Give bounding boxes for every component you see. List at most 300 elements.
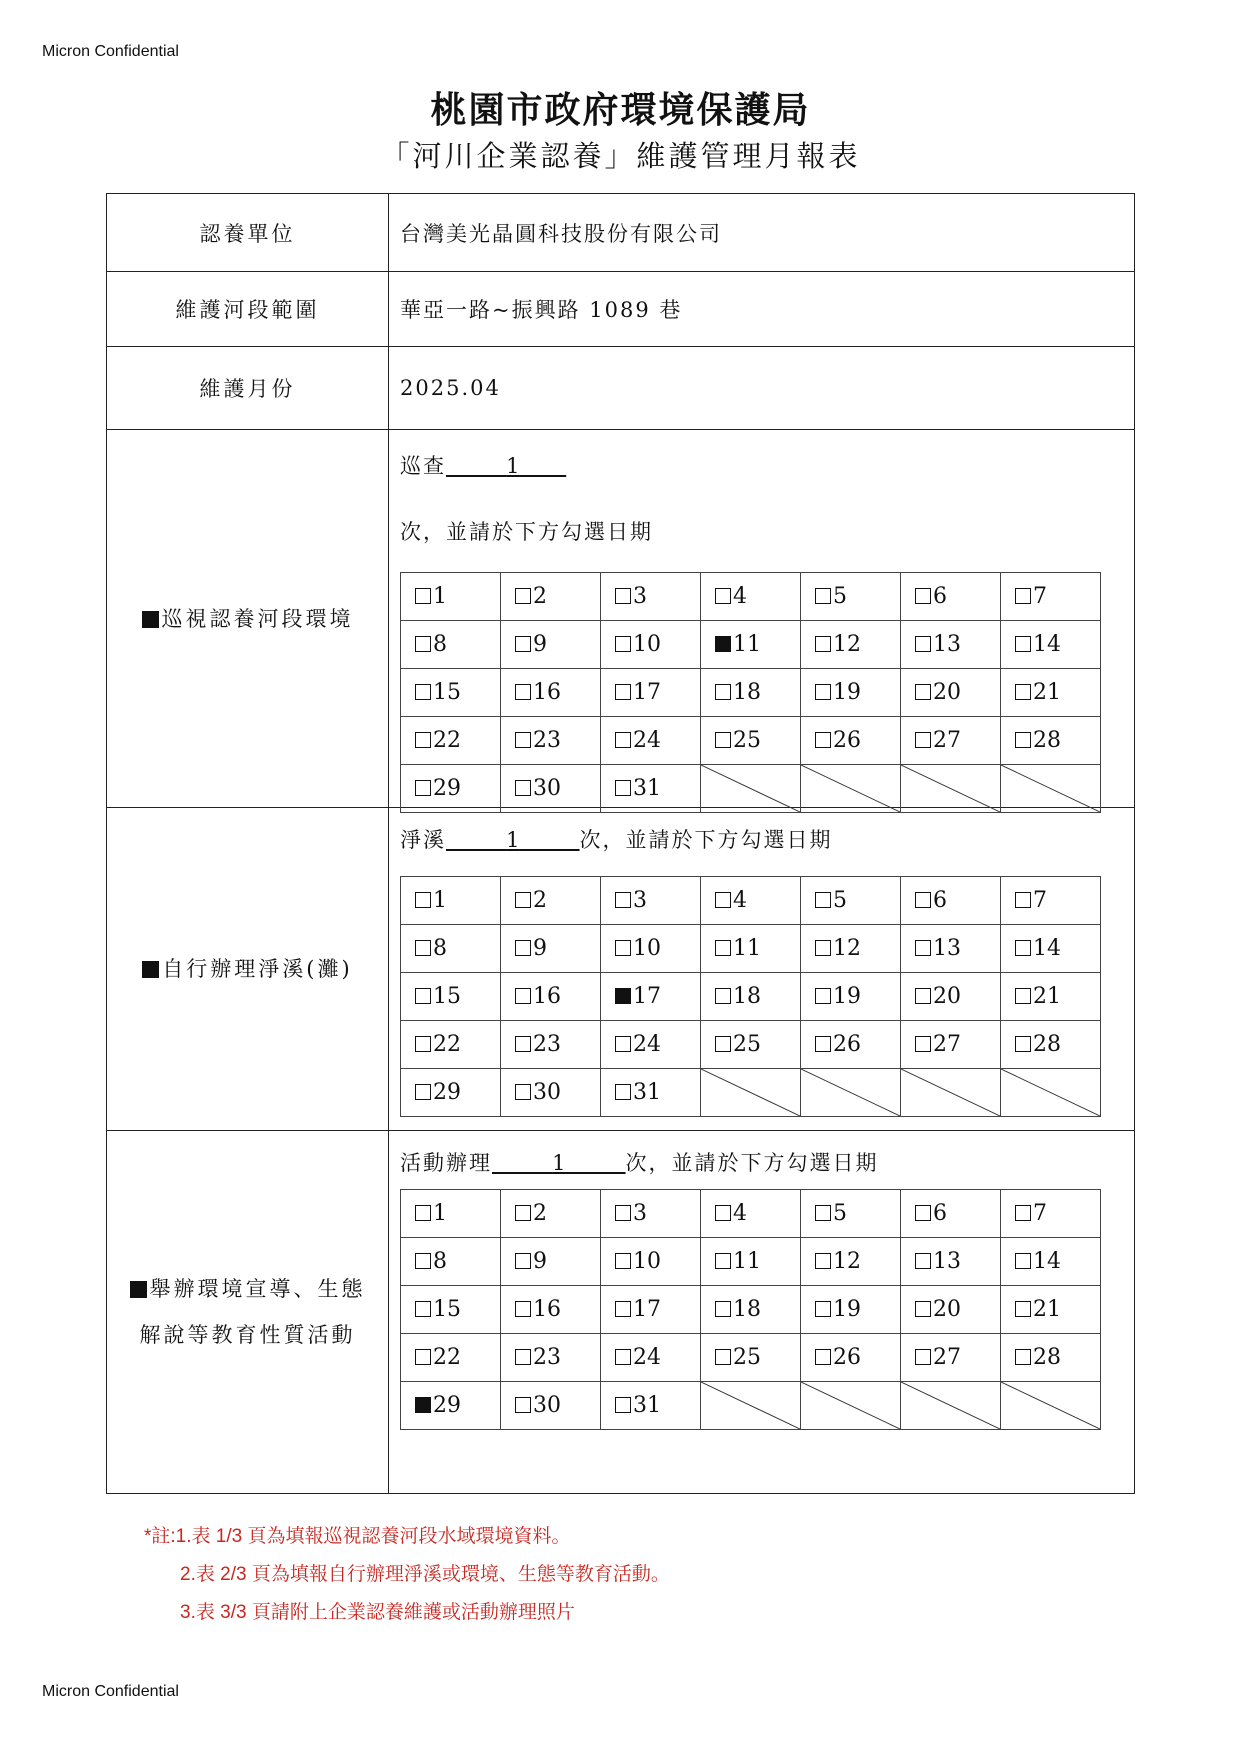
checkbox-icon[interactable] xyxy=(715,684,731,700)
day-label: 8 xyxy=(433,1249,447,1274)
day-cell-21[interactable] xyxy=(1001,669,1101,717)
day-cell-29[interactable] xyxy=(401,765,501,813)
day-label: 14 xyxy=(1033,936,1061,961)
day-label: 28 xyxy=(1033,728,1061,753)
checked-square-icon xyxy=(142,611,159,628)
day-label: 4 xyxy=(733,1201,747,1226)
day-cell-17[interactable] xyxy=(601,973,701,1021)
day-cell-30[interactable] xyxy=(501,765,601,813)
patrol-suffix: 次，並請於下方勾選日期 xyxy=(400,520,653,544)
checkbox-icon[interactable] xyxy=(415,1301,431,1317)
day-label: 10 xyxy=(633,1249,661,1274)
checkbox-icon[interactable] xyxy=(415,636,431,652)
day-cell-13[interactable] xyxy=(901,621,1001,669)
day-cell-8[interactable] xyxy=(401,1238,501,1286)
day-cell-13[interactable] xyxy=(901,1238,1001,1286)
day-cell-13[interactable] xyxy=(901,925,1001,973)
checkbox-icon[interactable] xyxy=(1015,732,1031,748)
day-label: 3 xyxy=(633,584,647,609)
day-cell-25[interactable] xyxy=(701,1021,801,1069)
day-label: 11 xyxy=(733,1249,761,1274)
checkbox-icon[interactable] xyxy=(415,1084,431,1100)
day-label: 20 xyxy=(933,1297,961,1322)
checkbox-icon[interactable] xyxy=(1015,684,1031,700)
day-label: 29 xyxy=(433,1393,461,1418)
checkbox-icon[interactable] xyxy=(815,892,831,908)
checkbox-icon[interactable] xyxy=(915,940,931,956)
day-label: 8 xyxy=(433,936,447,961)
day-label: 10 xyxy=(633,632,661,657)
day-cell-22[interactable] xyxy=(401,1334,501,1382)
day-label: 17 xyxy=(633,1297,661,1322)
day-label: 16 xyxy=(533,984,561,1009)
day-cell-20[interactable] xyxy=(901,1286,1001,1334)
day-label: 22 xyxy=(433,728,461,753)
checkbox-icon[interactable] xyxy=(715,892,731,908)
section-label-patrol xyxy=(107,430,389,808)
checkbox-icon[interactable] xyxy=(1015,988,1031,1004)
day-cell-6[interactable] xyxy=(901,1190,1001,1238)
day-cell-15[interactable] xyxy=(401,1286,501,1334)
day-label: 15 xyxy=(433,1297,461,1322)
day-label: 16 xyxy=(533,680,561,705)
day-label: 22 xyxy=(433,1345,461,1370)
day-label: 18 xyxy=(733,984,761,1009)
page-title: 桃園市政府環境保護局 xyxy=(430,89,811,131)
day-cell-27[interactable] xyxy=(901,1334,1001,1382)
activity-count: 1 xyxy=(552,1151,566,1175)
day-cell-20[interactable] xyxy=(901,669,1001,717)
day-label: 24 xyxy=(633,1345,661,1370)
day-cell-12[interactable] xyxy=(801,1238,901,1286)
checkbox-icon[interactable] xyxy=(715,1205,731,1221)
day-cell-22[interactable] xyxy=(401,717,501,765)
day-cell-5[interactable] xyxy=(801,1190,901,1238)
checkbox-icon[interactable] xyxy=(415,684,431,700)
day-label: 4 xyxy=(733,888,747,913)
checkbox-icon[interactable] xyxy=(1015,940,1031,956)
day-cell-5[interactable] xyxy=(801,877,901,925)
checkbox-icon[interactable] xyxy=(615,684,631,700)
checked-box-icon[interactable] xyxy=(615,988,631,1004)
checkbox-icon[interactable] xyxy=(815,684,831,700)
day-label: 16 xyxy=(533,1297,561,1322)
day-cell-31[interactable] xyxy=(601,1382,701,1430)
day-cell-31[interactable] xyxy=(601,1069,701,1117)
checkbox-icon[interactable] xyxy=(615,1084,631,1100)
cleanup-count-blank[interactable] xyxy=(446,828,580,852)
patrol-prefix: 巡查 xyxy=(400,454,446,478)
checkbox-icon[interactable] xyxy=(815,636,831,652)
day-cell-26[interactable] xyxy=(801,717,901,765)
day-cell-7[interactable] xyxy=(1001,573,1101,621)
day-cell-22[interactable] xyxy=(401,1021,501,1069)
checkbox-icon[interactable] xyxy=(515,1349,531,1365)
calendar-row xyxy=(401,1334,1101,1382)
checkbox-icon[interactable] xyxy=(715,1036,731,1052)
calendar-row xyxy=(401,1238,1101,1286)
day-cell-25[interactable] xyxy=(701,1334,801,1382)
checkbox-icon[interactable] xyxy=(415,588,431,604)
day-cell-18[interactable] xyxy=(701,669,801,717)
day-cell-20[interactable] xyxy=(901,973,1001,1021)
checkbox-icon[interactable] xyxy=(615,1397,631,1413)
day-label: 2 xyxy=(533,888,547,913)
day-cell-14[interactable] xyxy=(1001,925,1101,973)
day-cell-26[interactable] xyxy=(801,1334,901,1382)
checkbox-icon[interactable] xyxy=(915,1349,931,1365)
checkbox-icon[interactable] xyxy=(715,1349,731,1365)
checkbox-icon[interactable] xyxy=(1015,1036,1031,1052)
day-label: 31 xyxy=(633,1393,661,1418)
day-cell-14[interactable] xyxy=(1001,621,1101,669)
day-label: 25 xyxy=(733,1032,761,1057)
checkbox-icon[interactable] xyxy=(815,940,831,956)
checkbox-icon[interactable] xyxy=(415,988,431,1004)
day-label: 9 xyxy=(533,632,547,657)
checkbox-icon[interactable] xyxy=(615,940,631,956)
day-cell-24[interactable] xyxy=(601,717,701,765)
checkbox-icon[interactable] xyxy=(815,588,831,604)
checkbox-icon[interactable] xyxy=(815,1205,831,1221)
day-cell-15[interactable] xyxy=(401,973,501,1021)
day-cell-29[interactable] xyxy=(401,1069,501,1117)
day-label: 26 xyxy=(833,728,861,753)
calendar-row xyxy=(401,765,1101,813)
checkbox-icon[interactable] xyxy=(515,1397,531,1413)
checked-box-icon[interactable] xyxy=(715,636,731,652)
day-cell-31[interactable] xyxy=(601,765,701,813)
day-label: 1 xyxy=(433,1201,447,1226)
empty-day-cell xyxy=(1001,1382,1101,1430)
calendar-cleanup xyxy=(400,876,1101,1117)
day-cell-1[interactable] xyxy=(401,573,501,621)
day-label: 7 xyxy=(1033,888,1047,913)
checkbox-icon[interactable] xyxy=(615,1036,631,1052)
field-label-unit: 認養單位 xyxy=(107,194,389,272)
calendar-row xyxy=(401,1382,1101,1430)
section-label-activity xyxy=(107,1131,389,1493)
activity-prefix: 活動辦理 xyxy=(400,1151,492,1175)
checkbox-icon[interactable] xyxy=(615,636,631,652)
day-cell-16[interactable] xyxy=(501,1286,601,1334)
day-cell-19[interactable] xyxy=(801,973,901,1021)
day-cell-1[interactable] xyxy=(401,877,501,925)
field-label-month: 維護月份 xyxy=(107,347,389,430)
day-label: 17 xyxy=(633,984,661,1009)
checkbox-icon[interactable] xyxy=(515,780,531,796)
checkbox-icon[interactable] xyxy=(515,892,531,908)
checkbox-icon[interactable] xyxy=(615,892,631,908)
day-cell-10[interactable] xyxy=(601,621,701,669)
day-cell-4[interactable] xyxy=(701,573,801,621)
day-cell-14[interactable] xyxy=(1001,1238,1101,1286)
calendar-row xyxy=(401,973,1101,1021)
day-cell-7[interactable] xyxy=(1001,1190,1101,1238)
day-cell-17[interactable] xyxy=(601,669,701,717)
empty-day-cell xyxy=(701,765,801,813)
checkbox-icon[interactable] xyxy=(815,732,831,748)
day-label: 17 xyxy=(633,680,661,705)
day-cell-26[interactable] xyxy=(801,1021,901,1069)
day-cell-1[interactable] xyxy=(401,1190,501,1238)
calendar-row xyxy=(401,877,1101,925)
checkbox-icon[interactable] xyxy=(815,1301,831,1317)
day-cell-12[interactable] xyxy=(801,621,901,669)
checkbox-icon[interactable] xyxy=(415,1349,431,1365)
checkbox-icon[interactable] xyxy=(415,1036,431,1052)
checkbox-icon[interactable] xyxy=(615,1349,631,1365)
checkbox-icon[interactable] xyxy=(915,892,931,908)
day-cell-17[interactable] xyxy=(601,1286,701,1334)
checkbox-icon[interactable] xyxy=(515,988,531,1004)
field-value-month: 2025.04 xyxy=(400,376,501,400)
day-cell-10[interactable] xyxy=(601,925,701,973)
day-cell-11[interactable] xyxy=(701,925,801,973)
day-label: 1 xyxy=(433,888,447,913)
day-cell-19[interactable] xyxy=(801,669,901,717)
day-label: 23 xyxy=(533,728,561,753)
day-cell-6[interactable] xyxy=(901,877,1001,925)
day-cell-8[interactable] xyxy=(401,925,501,973)
checkbox-icon[interactable] xyxy=(415,1205,431,1221)
day-cell-23[interactable] xyxy=(501,717,601,765)
field-value-range: 華亞一路~振興路 1089 巷 xyxy=(400,298,683,322)
checkbox-icon[interactable] xyxy=(515,732,531,748)
checkbox-icon[interactable] xyxy=(815,988,831,1004)
checkbox-icon[interactable] xyxy=(815,1349,831,1365)
day-label: 22 xyxy=(433,1032,461,1057)
day-label: 14 xyxy=(1033,1249,1061,1274)
calendar-patrol xyxy=(400,572,1101,813)
day-cell-9[interactable] xyxy=(501,1238,601,1286)
day-cell-11[interactable] xyxy=(701,1238,801,1286)
day-label: 6 xyxy=(933,584,947,609)
empty-day-cell xyxy=(901,1069,1001,1117)
checkbox-icon[interactable] xyxy=(515,1205,531,1221)
checkbox-icon[interactable] xyxy=(715,1253,731,1269)
checkbox-icon[interactable] xyxy=(515,1253,531,1269)
patrol-count-line xyxy=(400,450,566,480)
day-cell-16[interactable] xyxy=(501,669,601,717)
checkbox-icon[interactable] xyxy=(515,684,531,700)
calendar-row xyxy=(401,1069,1101,1117)
day-cell-8[interactable] xyxy=(401,621,501,669)
checkbox-icon[interactable] xyxy=(1015,588,1031,604)
checked-square-icon xyxy=(130,1281,147,1298)
day-cell-11[interactable] xyxy=(701,621,801,669)
day-cell-7[interactable] xyxy=(1001,877,1101,925)
checkbox-icon[interactable] xyxy=(515,1036,531,1052)
day-label: 14 xyxy=(1033,632,1061,657)
checkbox-icon[interactable] xyxy=(1015,1205,1031,1221)
checkbox-icon[interactable] xyxy=(615,1253,631,1269)
day-cell-23[interactable] xyxy=(501,1021,601,1069)
checkbox-icon[interactable] xyxy=(415,1253,431,1269)
day-label: 18 xyxy=(733,680,761,705)
day-label: 24 xyxy=(633,728,661,753)
day-cell-5[interactable] xyxy=(801,573,901,621)
day-cell-15[interactable] xyxy=(401,669,501,717)
day-cell-27[interactable] xyxy=(901,1021,1001,1069)
day-cell-3[interactable] xyxy=(601,1190,701,1238)
checkbox-icon[interactable] xyxy=(715,1301,731,1317)
empty-day-cell xyxy=(801,765,901,813)
checkbox-icon[interactable] xyxy=(415,780,431,796)
checked-box-icon[interactable] xyxy=(415,1397,431,1413)
day-cell-28[interactable] xyxy=(1001,1334,1101,1382)
day-cell-28[interactable] xyxy=(1001,1021,1101,1069)
checkbox-icon[interactable] xyxy=(615,588,631,604)
calendar-activity xyxy=(400,1189,1101,1430)
day-label: 21 xyxy=(1033,680,1061,705)
day-cell-27[interactable] xyxy=(901,717,1001,765)
field-row-month xyxy=(388,347,1134,430)
checkbox-icon[interactable] xyxy=(915,1253,931,1269)
checkbox-icon[interactable] xyxy=(915,1301,931,1317)
day-label: 18 xyxy=(733,1297,761,1322)
section-title-activity: 舉辦環境宣導、生態 xyxy=(149,1277,366,1301)
day-cell-9[interactable] xyxy=(501,621,601,669)
day-label: 1 xyxy=(433,584,447,609)
checkbox-icon[interactable] xyxy=(1015,1301,1031,1317)
field-row-range xyxy=(388,272,1134,347)
day-label: 15 xyxy=(433,680,461,705)
day-label: 7 xyxy=(1033,1201,1047,1226)
calendar-row xyxy=(401,717,1101,765)
checkbox-icon[interactable] xyxy=(515,636,531,652)
day-cell-2[interactable] xyxy=(501,573,601,621)
day-cell-24[interactable] xyxy=(601,1021,701,1069)
checkbox-icon[interactable] xyxy=(715,732,731,748)
day-label: 15 xyxy=(433,984,461,1009)
checkbox-icon[interactable] xyxy=(615,1301,631,1317)
day-label: 25 xyxy=(733,1345,761,1370)
activity-suffix: 次，並請於下方勾選日期 xyxy=(625,1151,879,1175)
day-label: 29 xyxy=(433,776,461,801)
day-label: 30 xyxy=(533,776,561,801)
day-label: 19 xyxy=(833,1297,861,1322)
day-cell-24[interactable] xyxy=(601,1334,701,1382)
day-cell-28[interactable] xyxy=(1001,717,1101,765)
day-label: 24 xyxy=(633,1032,661,1057)
day-cell-4[interactable] xyxy=(701,1190,801,1238)
day-cell-2[interactable] xyxy=(501,877,601,925)
checkbox-icon[interactable] xyxy=(415,892,431,908)
checkbox-icon[interactable] xyxy=(915,684,931,700)
day-cell-18[interactable] xyxy=(701,1286,801,1334)
checkbox-icon[interactable] xyxy=(1015,892,1031,908)
day-label: 5 xyxy=(833,1201,847,1226)
checkbox-icon[interactable] xyxy=(715,988,731,1004)
empty-day-cell xyxy=(1001,1069,1101,1117)
checkbox-icon[interactable] xyxy=(715,588,731,604)
day-cell-25[interactable] xyxy=(701,717,801,765)
day-cell-2[interactable] xyxy=(501,1190,601,1238)
day-label: 21 xyxy=(1033,984,1061,1009)
day-label: 3 xyxy=(633,888,647,913)
day-cell-29[interactable] xyxy=(401,1382,501,1430)
patrol-count-blank[interactable] xyxy=(446,454,566,478)
checked-square-icon xyxy=(142,961,159,978)
checkbox-icon[interactable] xyxy=(515,1084,531,1100)
note-1: *註:1.表 1/3 頁為填報巡視認養河段水域環境資料。 xyxy=(144,1526,571,1547)
checkbox-icon[interactable] xyxy=(515,940,531,956)
day-label: 12 xyxy=(833,1249,861,1274)
checkbox-icon[interactable] xyxy=(1015,636,1031,652)
day-label: 13 xyxy=(933,632,961,657)
section-body-cleanup xyxy=(388,808,1134,1131)
day-cell-10[interactable] xyxy=(601,1238,701,1286)
day-cell-30[interactable] xyxy=(501,1382,601,1430)
day-label: 31 xyxy=(633,1080,661,1105)
checkbox-icon[interactable] xyxy=(915,636,931,652)
activity-count-blank[interactable] xyxy=(492,1151,626,1175)
section-title-cleanup: 自行辦理淨溪(灘) xyxy=(162,957,353,981)
checkbox-icon[interactable] xyxy=(915,588,931,604)
day-cell-30[interactable] xyxy=(501,1069,601,1117)
checkbox-icon[interactable] xyxy=(415,732,431,748)
day-label: 12 xyxy=(833,632,861,657)
checkbox-icon[interactable] xyxy=(515,588,531,604)
day-cell-21[interactable] xyxy=(1001,973,1101,1021)
patrol-count: 1 xyxy=(506,454,520,478)
day-label: 23 xyxy=(533,1345,561,1370)
day-label: 28 xyxy=(1033,1345,1061,1370)
calendar-row xyxy=(401,1190,1101,1238)
checkbox-icon[interactable] xyxy=(515,1301,531,1317)
day-cell-19[interactable] xyxy=(801,1286,901,1334)
checkbox-icon[interactable] xyxy=(815,1253,831,1269)
calendar-row xyxy=(401,573,1101,621)
empty-day-cell xyxy=(901,1382,1001,1430)
day-cell-12[interactable] xyxy=(801,925,901,973)
checkbox-icon[interactable] xyxy=(915,1205,931,1221)
checkbox-icon[interactable] xyxy=(715,940,731,956)
day-label: 7 xyxy=(1033,584,1047,609)
checkbox-icon[interactable] xyxy=(1015,1253,1031,1269)
checkbox-icon[interactable] xyxy=(415,940,431,956)
day-cell-6[interactable] xyxy=(901,573,1001,621)
checkbox-icon[interactable] xyxy=(915,732,931,748)
checkbox-icon[interactable] xyxy=(1015,1349,1031,1365)
checkbox-icon[interactable] xyxy=(915,1036,931,1052)
day-cell-3[interactable] xyxy=(601,573,701,621)
section-label-cleanup xyxy=(107,808,389,1131)
day-label: 26 xyxy=(833,1345,861,1370)
day-cell-18[interactable] xyxy=(701,973,801,1021)
day-cell-16[interactable] xyxy=(501,973,601,1021)
checkbox-icon[interactable] xyxy=(615,732,631,748)
day-cell-4[interactable] xyxy=(701,877,801,925)
day-label: 9 xyxy=(533,936,547,961)
cleanup-count: 1 xyxy=(506,828,520,852)
day-cell-9[interactable] xyxy=(501,925,601,973)
confidential-footer: Micron Confidential xyxy=(42,1683,179,1700)
day-label: 5 xyxy=(833,888,847,913)
checkbox-icon[interactable] xyxy=(615,1205,631,1221)
day-label: 29 xyxy=(433,1080,461,1105)
day-cell-21[interactable] xyxy=(1001,1286,1101,1334)
day-label: 30 xyxy=(533,1080,561,1105)
day-label: 2 xyxy=(533,1201,547,1226)
day-cell-3[interactable] xyxy=(601,877,701,925)
day-cell-23[interactable] xyxy=(501,1334,601,1382)
checkbox-icon[interactable] xyxy=(815,1036,831,1052)
checkbox-icon[interactable] xyxy=(615,780,631,796)
note-2: 2.表 2/3 頁為填報自行辦理淨溪或環境、生態等教育活動。 xyxy=(180,1564,670,1585)
checkbox-icon[interactable] xyxy=(915,988,931,1004)
